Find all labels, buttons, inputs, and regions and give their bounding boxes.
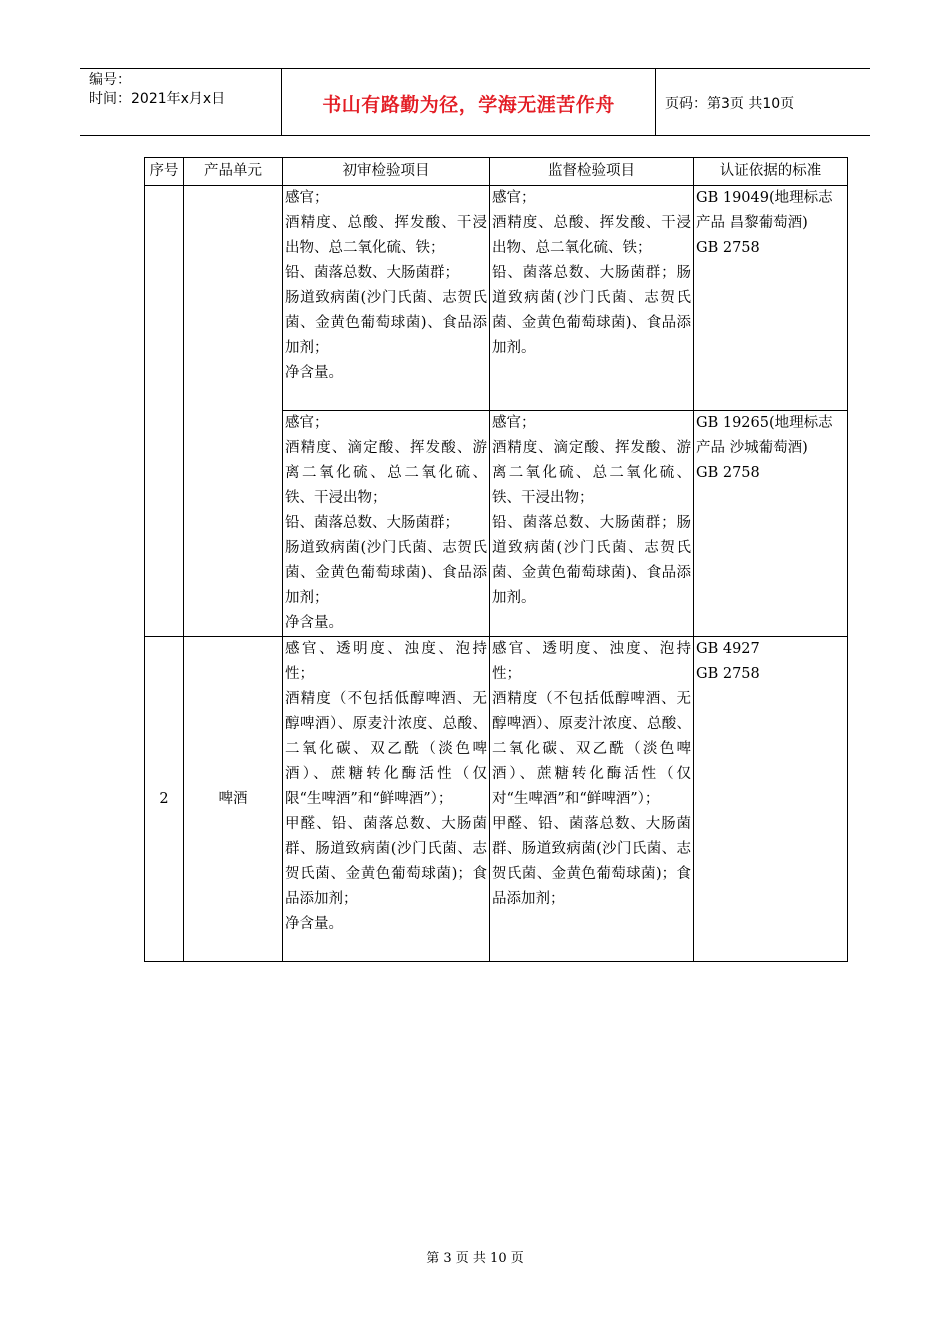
standard-references: GB 19049(地理标志 产品 昌黎葡萄酒) GB 2758	[694, 186, 848, 411]
document-time-label: 时间：2021年x月x日	[89, 91, 226, 107]
row-number	[145, 186, 184, 637]
header-motto: 书山有路勤为径，学海无涯苦作舟	[322, 94, 615, 116]
standard-references: GB 4927 GB 2758	[694, 637, 848, 962]
row-product-unit	[184, 186, 283, 637]
supervision-inspection-items: 感官、透明度、浊度、泡持性； 酒精度（不包括低醇啤酒、无醇啤酒）、原麦汁浓度、总酸、二氧化碳、双乙酰（淡色啤酒）、蔗糖转化酶活性（仅对“生啤酒”和“鲜啤酒”）； 甲醛、铅、菌落总数、大肠菌群、肠道致病菌(沙门氏菌、志贺氏菌、金黄色葡萄球菌)；食品添加剂；	[490, 637, 694, 962]
table-header-row	[145, 158, 848, 186]
initial-inspection-items: 感官； 酒精度、滴定酸、挥发酸、游离二氧化硫、总二氧化硫、铁、干浸出物； 铅、菌落总数、大肠菌群； 肠道致病菌(沙门氏菌、志贺氏菌、金黄色葡萄球菌)、食品添加剂； 净含量。	[283, 411, 490, 637]
initial-inspection-items: 感官、透明度、浊度、泡持性； 酒精度（不包括低醇啤酒、无醇啤酒）、原麦汁浓度、总酸、二氧化碳、双乙酰（淡色啤酒）、蔗糖转化酶活性（仅限“生啤酒”和“鲜啤酒”）； 甲醛、铅、菌落总数、大肠菌群、肠道致病菌(沙门氏菌、志贺氏菌、金黄色葡萄球菌)；食品添加剂； 净含量。	[283, 637, 490, 962]
column-header-supervision-inspection: 监督检验项目	[490, 158, 694, 186]
supervision-inspection-items: 感官； 酒精度、滴定酸、挥发酸、游离二氧化硫、总二氧化硫、铁、干浸出物； 铅、菌落总数、大肠菌群；肠道致病菌(沙门氏菌、志贺氏菌、金黄色葡萄球菌)、食品添加剂。	[490, 411, 694, 637]
column-header-standard: 认证依据的标准	[694, 158, 848, 186]
table-row	[145, 186, 848, 411]
row-number: 2	[145, 637, 184, 962]
header-divider	[655, 68, 656, 135]
table-row	[145, 637, 848, 962]
row-product-unit: 啤酒	[184, 637, 283, 962]
supervision-inspection-items: 感官； 酒精度、总酸、挥发酸、干浸出物、总二氧化硫、铁； 铅、菌落总数、大肠菌群；肠道致病菌(沙门氏菌、志贺氏菌、金黄色葡萄球菌)、食品添加剂。	[490, 186, 694, 411]
initial-inspection-items: 感官； 酒精度、总酸、挥发酸、干浸出物、总二氧化硫、铁； 铅、菌落总数、大肠菌群； 肠道致病菌(沙门氏菌、志贺氏菌、金黄色葡萄球菌)、食品添加剂； 净含量。	[283, 186, 490, 411]
column-header-product-unit: 产品单元	[184, 158, 283, 186]
document-number-label: 编号：	[89, 72, 131, 88]
column-header-number: 序号	[145, 158, 184, 186]
standard-references: GB 19265(地理标志 产品 沙城葡萄酒) GB 2758	[694, 411, 848, 637]
header-page-label: 页码：第3页 共10页	[665, 96, 795, 112]
column-header-initial-inspection: 初审检验项目	[283, 158, 490, 186]
header-top-rule	[80, 68, 870, 69]
header-meta	[89, 71, 225, 109]
header-bottom-rule	[80, 135, 870, 136]
inspection-table	[144, 157, 848, 962]
page-footer: 第 3 页 共 10 页	[426, 1251, 524, 1266]
